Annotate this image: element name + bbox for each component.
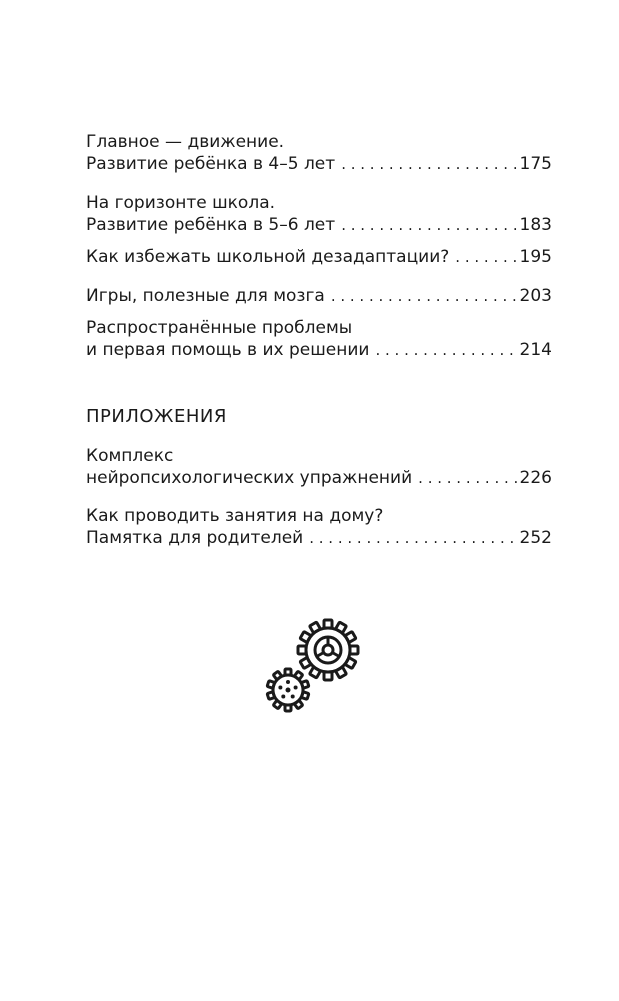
- toc-entry-title-line: Распространённые проблемы: [86, 318, 353, 338]
- leader-dots: [418, 467, 517, 489]
- toc-entry-title: Памятка для родителей: [86, 528, 304, 548]
- toc-page-number: 214: [519, 340, 552, 360]
- toc-entry-title: Развитие ребёнка в 4–5 лет: [86, 154, 336, 174]
- toc-entry: [86, 192, 552, 236]
- leader-dots: [331, 285, 518, 307]
- toc-entry: [86, 131, 552, 175]
- toc-entry-title-line: Главное — движение.: [86, 132, 285, 152]
- gears-icon: [256, 610, 366, 720]
- toc-entry-title: и первая помощь в их решении: [86, 340, 370, 360]
- toc-page-number: 195: [519, 247, 552, 267]
- leader-dots: [341, 214, 517, 236]
- toc-entry-title: Развитие ребёнка в 5–6 лет: [86, 215, 336, 235]
- toc-entry: [86, 505, 552, 549]
- toc-entry-title-line: Комплекс: [86, 446, 174, 466]
- toc-entry-title: Как избежать школьной дезадаптации?: [86, 247, 450, 267]
- toc-entry: [86, 246, 552, 268]
- toc-page-number: 203: [519, 286, 552, 306]
- leader-dots: [341, 153, 517, 175]
- toc-page-number: 252: [519, 528, 552, 548]
- toc-entry: [86, 285, 552, 307]
- toc-page-number: 175: [519, 154, 552, 174]
- leader-dots: [375, 339, 517, 361]
- appendix-heading: ПРИЛОЖЕНИЯ: [86, 406, 227, 427]
- large-gear-icon: [298, 620, 358, 680]
- toc-page-number: 226: [519, 468, 552, 488]
- toc-entry: [86, 317, 552, 361]
- toc-entry-title-line: Как проводить занятия на дому?: [86, 506, 384, 526]
- leader-dots: [309, 527, 517, 549]
- toc-entry-title-line: На горизонте школа.: [86, 193, 276, 213]
- toc-page-number: 183: [519, 215, 552, 235]
- toc-entry: [86, 445, 552, 489]
- leader-dots: [455, 246, 517, 268]
- toc-entry-title: Игры, полезные для мозга: [86, 286, 325, 306]
- toc-entry-title: нейропсихологических упражнений: [86, 468, 413, 488]
